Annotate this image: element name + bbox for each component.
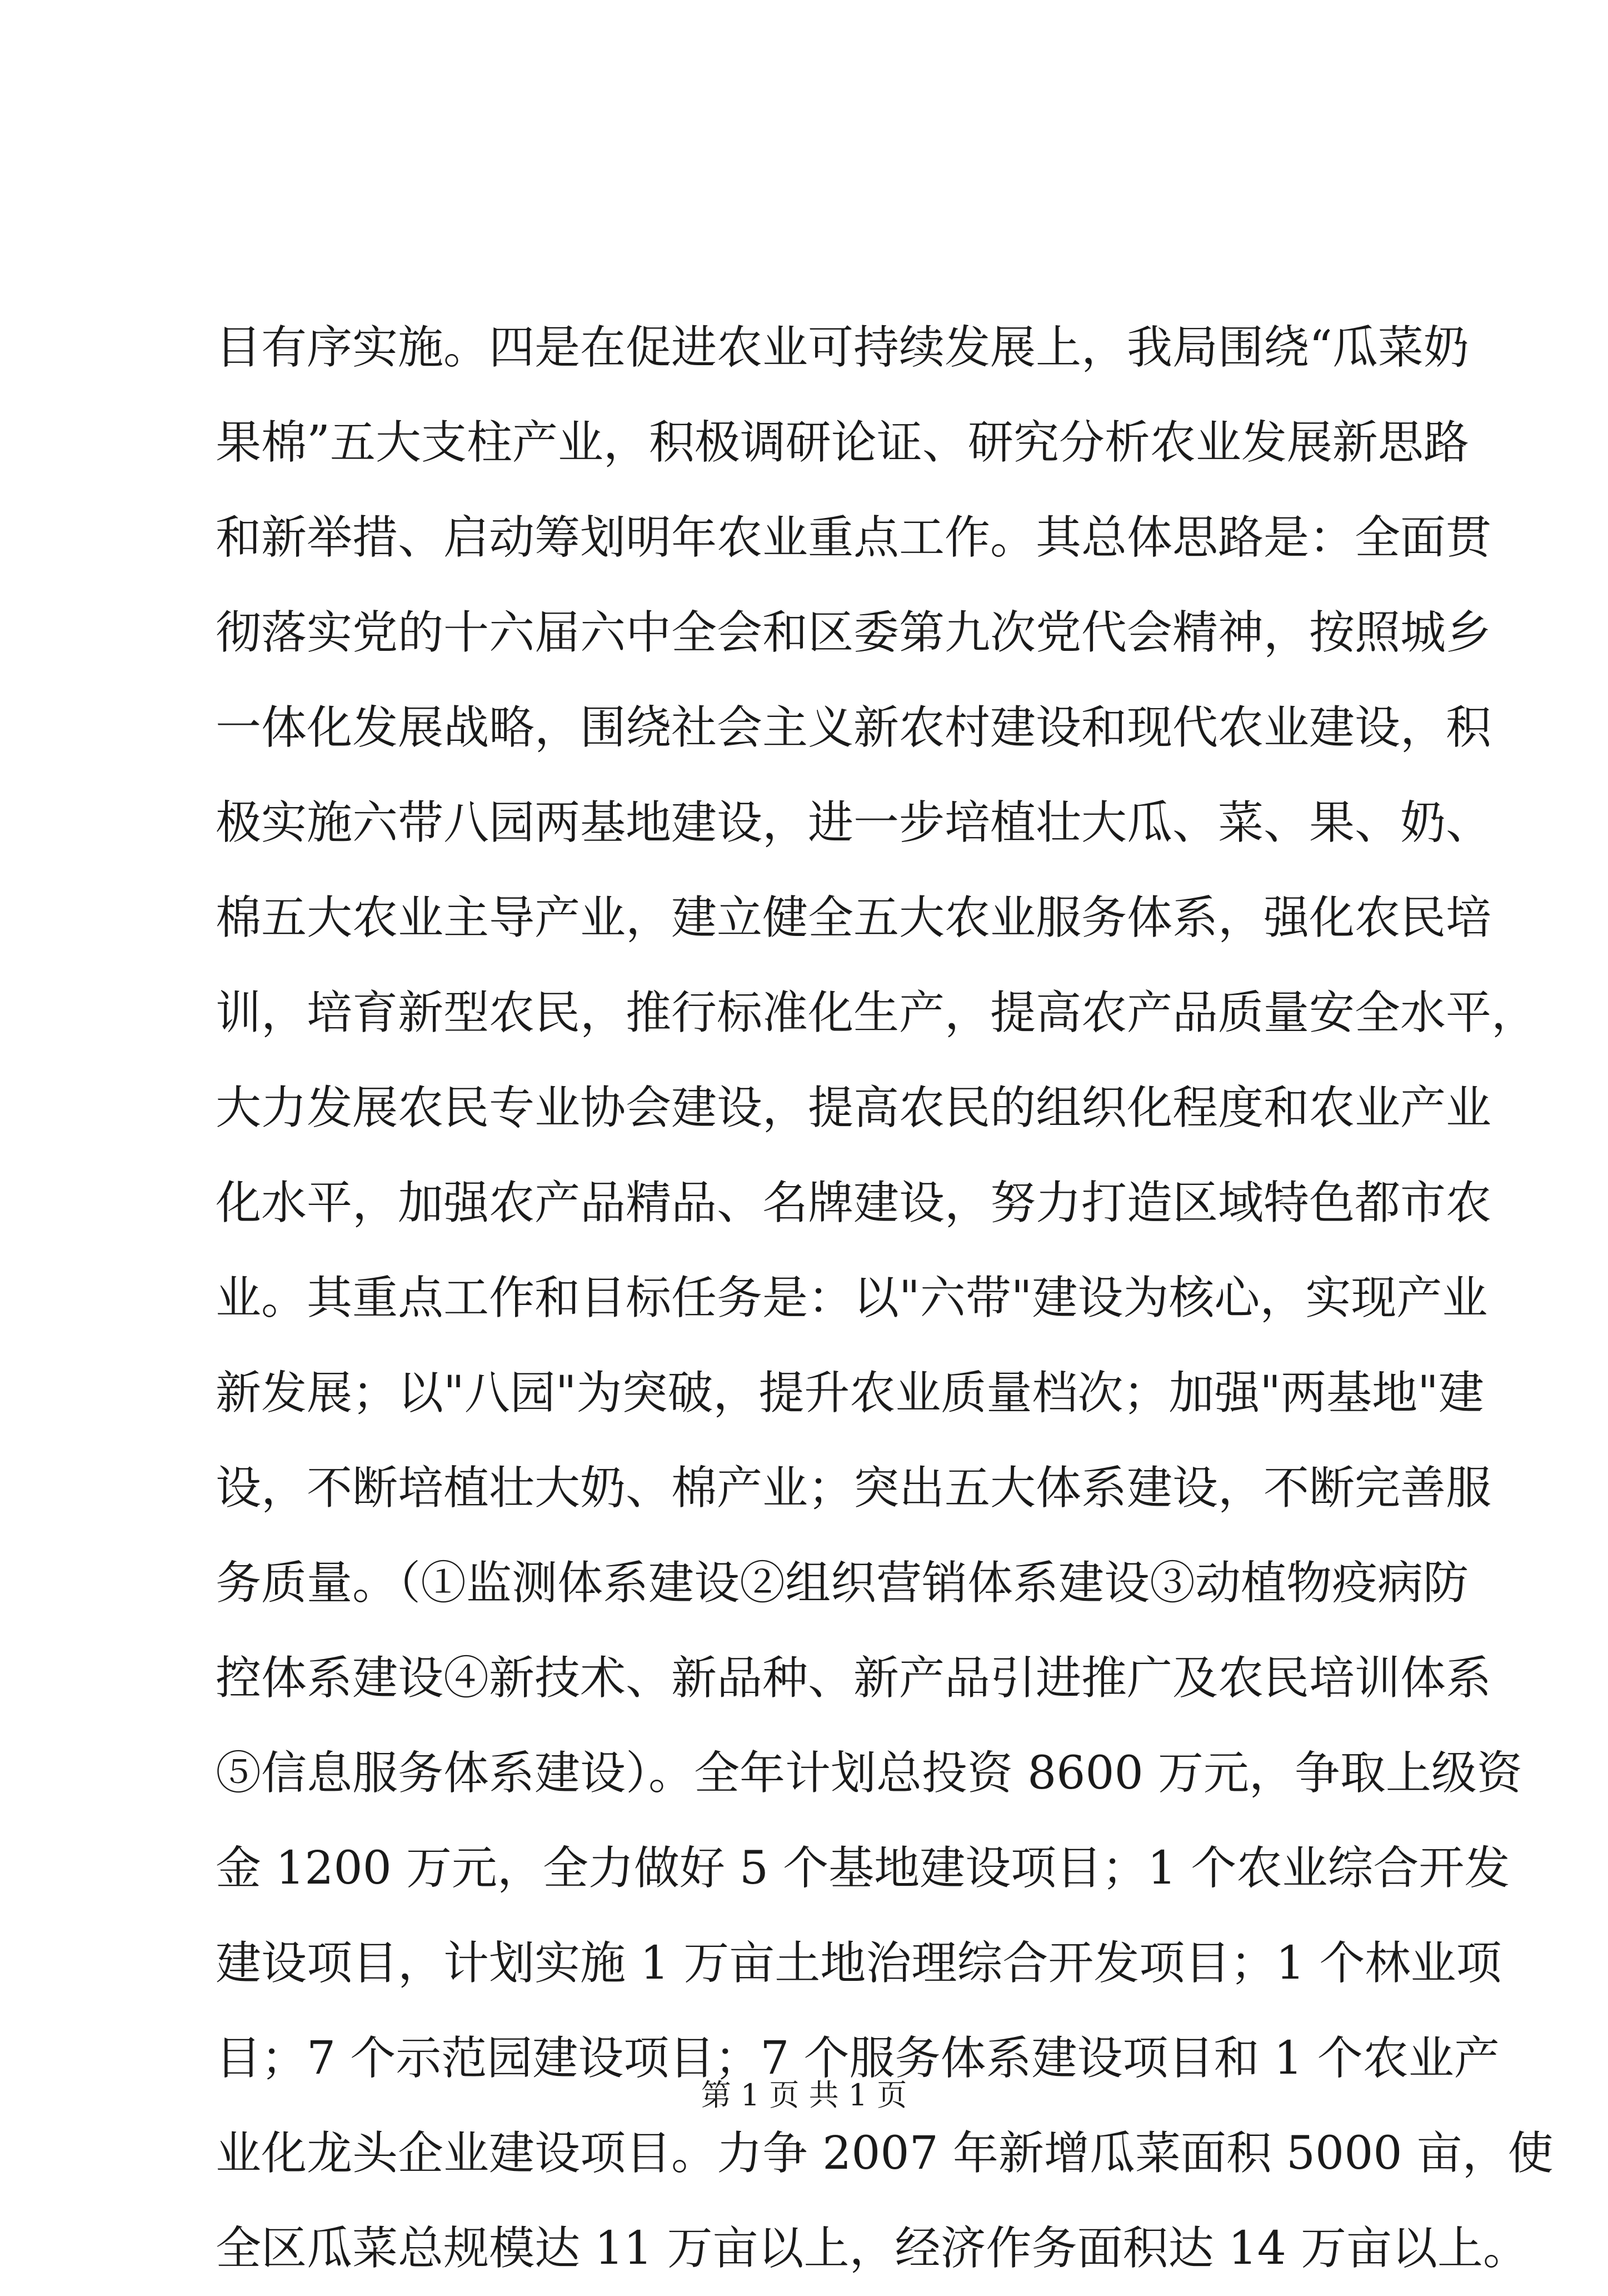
paragraph-line: 一体化发展战略，围绕社会主义新农村建设和现代农业建设，积 [216,701,1492,754]
paragraph-line: 大力发展农民专业协会建设，提高农民的组织化程度和农业产业 [216,1082,1492,1134]
paragraph-line: 业化龙头企业建设项目。力争 2007 年新增瓜菜面积 5000 亩，使 [216,2127,1554,2180]
paragraph-line: 棉五大农业主导产业，建立健全五大农业服务体系，强化农民培 [216,891,1492,944]
paragraph-line: 金 1200 万元，全力做好 5 个基地建设项目；1 个农业综合开发 [216,1842,1510,1895]
paragraph-line: 控体系建设④新技术、新品种、新产品引进推广及农民培训体系 [216,1652,1492,1705]
paragraph-line: ⑤信息服务体系建设）。全年计划总投资 8600 万元，争取上级资 [216,1747,1522,1800]
paragraph-line: 新发展；以"八园"为突破，提升农业质量档次；加强"两基地"建 [216,1367,1484,1420]
paragraph-line: 彻落实党的十六届六中全会和区委第九次党代会精神，按照城乡 [216,606,1492,659]
paragraph-line: 训，培育新型农民，推行标准化生产，提高农产品质量安全水平， [216,987,1537,1039]
paragraph-line: 务质量。（①监测体系建设②组织营销体系建设③动植物疫病防 [216,1557,1469,1610]
paragraph-line: 极实施六带八园两基地建设，进一步培植壮大瓜、菜、果、奶、 [216,796,1492,849]
page-footer [0,2076,1608,2115]
paragraph-line: 和新举措、启动筹划明年农业重点工作。其总体思路是：全面贯 [216,511,1492,564]
paragraph-line: 全区瓜菜总规模达 11 万亩以上，经济作务面积达 14 万亩以上。 [216,2222,1529,2275]
paragraph-line: 建设项目，计划实施 1 万亩土地治理综合开发项目；1 个林业项 [216,1937,1502,1990]
paragraph-line: 业。其重点工作和目标任务是：以"六带"建设为核心，实现产业 [216,1272,1488,1324]
body-paragraph [216,300,1554,2296]
paragraph-line: 果棉”五大支柱产业，积极调研论证、研究分析农业发展新思路 [216,416,1469,469]
paragraph-line: 化水平，加强农产品精品、名牌建设，努力打造区域特色都市农 [216,1177,1492,1229]
paragraph-line: 设，不断培植壮大奶、棉产业；突出五大体系建设，不断完善服 [216,1462,1492,1515]
paragraph-line: 目；7 个示范园建设项目；7 个服务体系建设项目和 1 个农业产 [216,2032,1500,2085]
paragraph-line: 目有序实施。四是在促进农业可持续发展上，我局围绕“瓜菜奶 [216,321,1469,374]
page-number-label: 第 1 页 共 1 页 [701,2078,907,2113]
